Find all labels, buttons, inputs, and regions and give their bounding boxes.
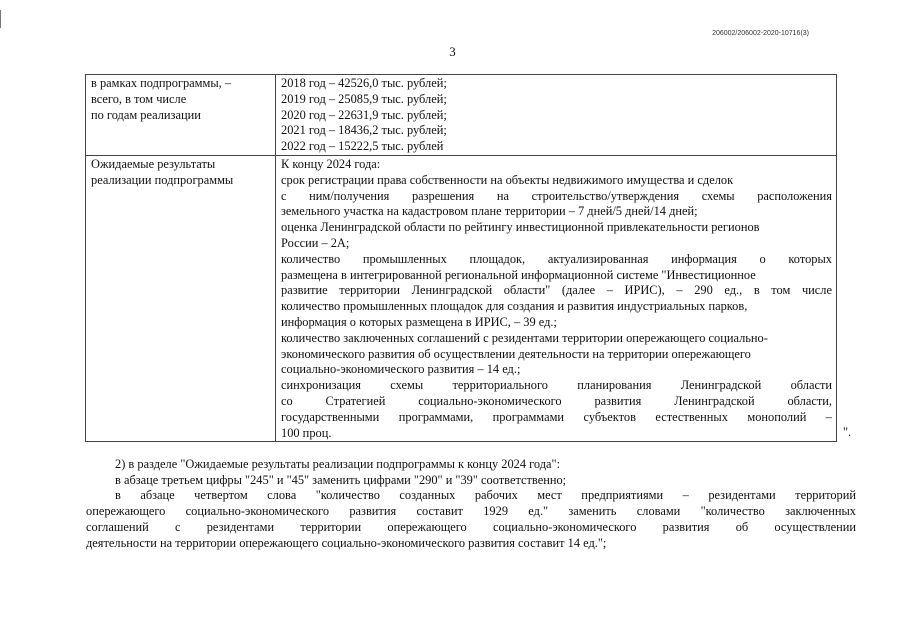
expected-results-label-cell <box>86 155 276 441</box>
expected-results-value-cell <box>276 155 837 441</box>
table-label-line: Ожидаемые результаты <box>91 156 216 171</box>
result-line: России – 2А; <box>281 235 350 250</box>
table-label-line: по годам реализации <box>91 107 201 122</box>
paragraph: в абзаце третьем цифры "245" и "45" заменить цифрами "290" и "39" соответственно; <box>115 472 567 487</box>
result-line: государственными программами, программами субъектов естественных монополий – <box>281 409 832 424</box>
paragraph-line: деятельности на территории опережающего социально-экономического развития составит 14 ед."; <box>86 535 607 550</box>
result-line: 100 проц. <box>281 425 332 440</box>
table-row-expected-results <box>86 155 837 441</box>
result-line: социально-экономического развития – 14 ед.; <box>281 362 521 377</box>
result-line: синхронизация схемы территориального планирования Ленинградской области <box>281 378 832 393</box>
result-line: К концу 2024 года: <box>281 156 381 171</box>
scan-margin-mark <box>0 10 1 28</box>
paragraph-line: опережающего социально-экономического развития составит 1929 ед." заменить словами "количество заключенных <box>86 504 856 519</box>
table-row-funding <box>86 75 837 156</box>
result-line: со Стратегией социально-экономического развития Ленинградской области, <box>281 393 832 408</box>
document-id: 206002/206002-2020-10716(3) <box>712 30 809 37</box>
result-line: земельного участка на кадастровом плане территории – 7 дней/5 дней/14 дней; <box>281 204 698 219</box>
result-line: информация о которых размещена в ИРИС, – 39 ед.; <box>281 314 557 329</box>
closing-quote: ". <box>843 425 852 439</box>
result-line: количество заключенных соглашений с резидентами территории опережающего социально- <box>281 330 768 345</box>
subprogram-passport-table <box>85 74 837 442</box>
funding-year-line: 2022 год – 15222,5 тыс. рублей <box>281 139 444 154</box>
result-line: экономического развития об осуществлении деятельности на территории опережающего <box>281 346 751 361</box>
funding-value-cell <box>276 75 837 156</box>
result-line: количество промышленных площадок для создания и развития индустриальных парков, <box>281 299 748 314</box>
result-line: количество промышленных площадок, актуализированная информация о которых <box>281 251 832 266</box>
result-line: с ним/получения разрешения на строительство/утверждения схемы расположения <box>281 188 832 203</box>
funding-year-line: 2019 год – 25085,9 тыс. рублей; <box>281 91 447 106</box>
funding-year-line: 2020 год – 22631,9 тыс. рублей; <box>281 107 447 122</box>
result-line: развитие территории Ленинградской области" (далее – ИРИС), – 290 ед., в том числе <box>281 283 832 298</box>
paragraph: 2) в разделе "Ожидаемые результаты реализации подпрограммы к концу 2024 года": <box>115 457 561 471</box>
table-label-line: всего, в том числе <box>91 91 187 106</box>
result-line: оценка Ленинградской области по рейтингу инвестиционной привлекательности регионов <box>281 220 760 235</box>
result-line: срок регистрации права собственности на объекты недвижимого имущества и сделок <box>281 172 734 187</box>
paragraph-line: в абзаце четвертом слова "количество созданных рабочих мест предприятиями – резидентами территорий <box>115 488 856 503</box>
table-label-line: в рамках подпрограммы, – <box>91 76 232 90</box>
paragraph-line: соглашений с резидентами территории опережающего социально-экономического развития об осуществлении <box>86 519 856 534</box>
result-line: размещена в интегрированной региональной информационной системе "Инвестиционное <box>281 267 756 282</box>
page-number: 3 <box>449 44 456 59</box>
funding-year-line: 2018 год – 42526,0 тыс. рублей; <box>281 76 447 90</box>
amendment-text <box>86 457 856 551</box>
table-label-line: реализации подпрограммы <box>91 172 234 187</box>
funding-label-cell <box>86 75 276 156</box>
funding-year-line: 2021 год – 18436,2 тыс. рублей; <box>281 123 447 138</box>
